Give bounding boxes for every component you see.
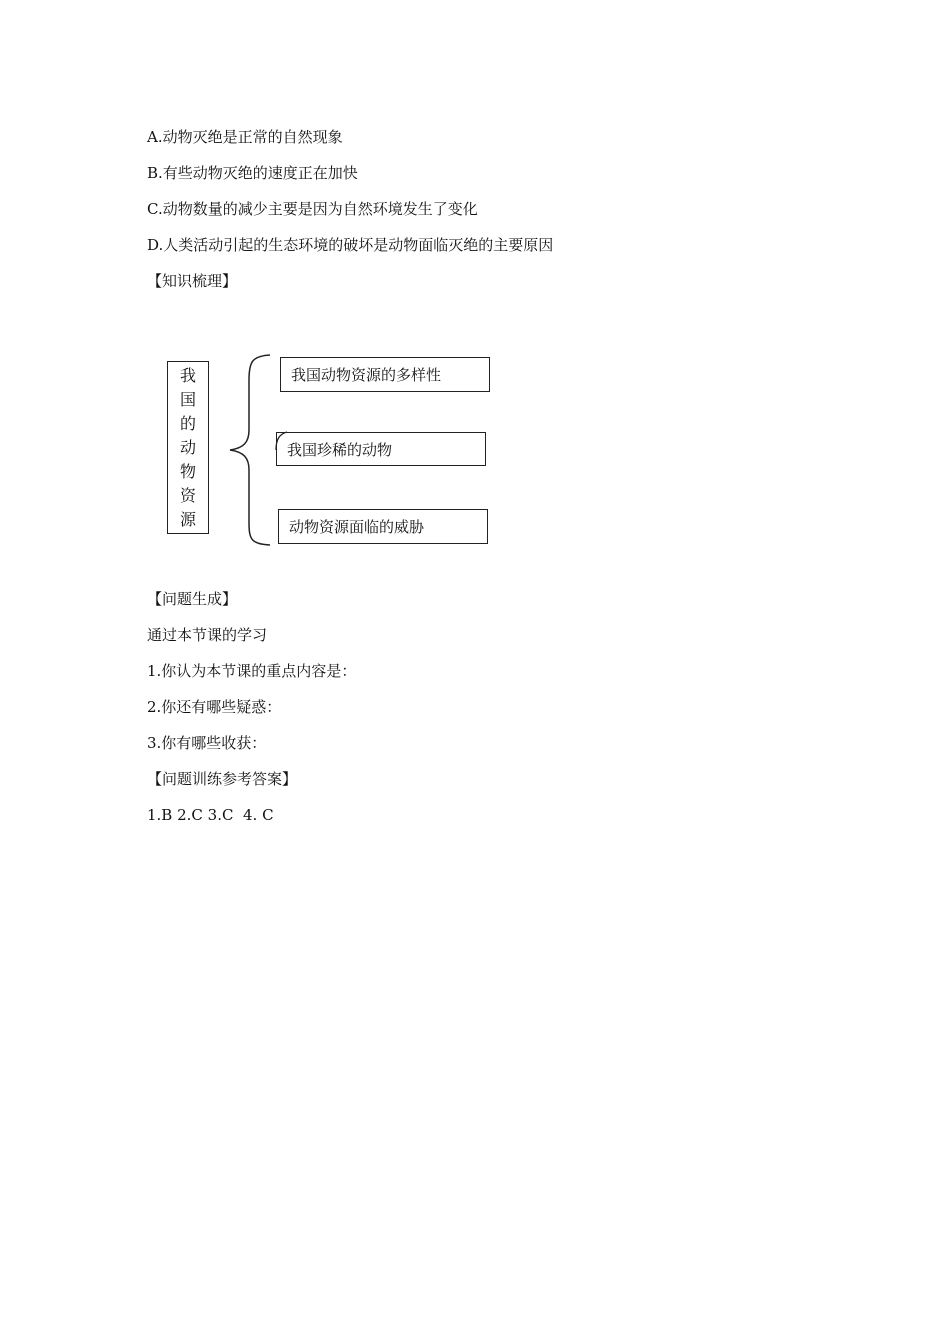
root-char: 物 (179, 461, 196, 481)
question-2: 2.你还有哪些疑惑： (147, 698, 282, 716)
option-a: A.动物灭绝是正常的自然现象 (147, 128, 343, 146)
root-char: 我 (179, 365, 196, 385)
root-char: 源 (179, 509, 196, 529)
branch-rare-animals: 我国珍稀的动物 (276, 432, 486, 466)
answers-text: 1.B 2.C 3.C 4. C (147, 806, 274, 824)
root-char: 的 (179, 413, 196, 433)
root-char: 资 (179, 485, 196, 505)
question-1: 1.你认为本节课的重点内容是： (147, 662, 357, 680)
option-d: D.人类活动引起的生态环境的破坏是动物面临灭绝的主要原因 (147, 236, 554, 254)
knowledge-heading: 【知识梳理】 (147, 272, 238, 290)
branch-threats: 动物资源面临的威胁 (278, 509, 488, 544)
root-node (167, 361, 209, 534)
branch-diversity: 我国动物资源的多样性 (280, 357, 490, 392)
root-char: 动 (179, 437, 196, 457)
questions-heading: 【问题生成】 (147, 590, 238, 608)
option-c: C.动物数量的减少主要是因为自然环境发生了变化 (147, 200, 478, 218)
question-3: 3.你有哪些收获： (147, 734, 267, 752)
root-char: 国 (179, 389, 196, 409)
answers-heading: 【问题训练参考答案】 (147, 770, 298, 788)
questions-intro: 通过本节课的学习 (147, 626, 268, 644)
option-b: B.有些动物灭绝的速度正在加快 (147, 164, 358, 182)
